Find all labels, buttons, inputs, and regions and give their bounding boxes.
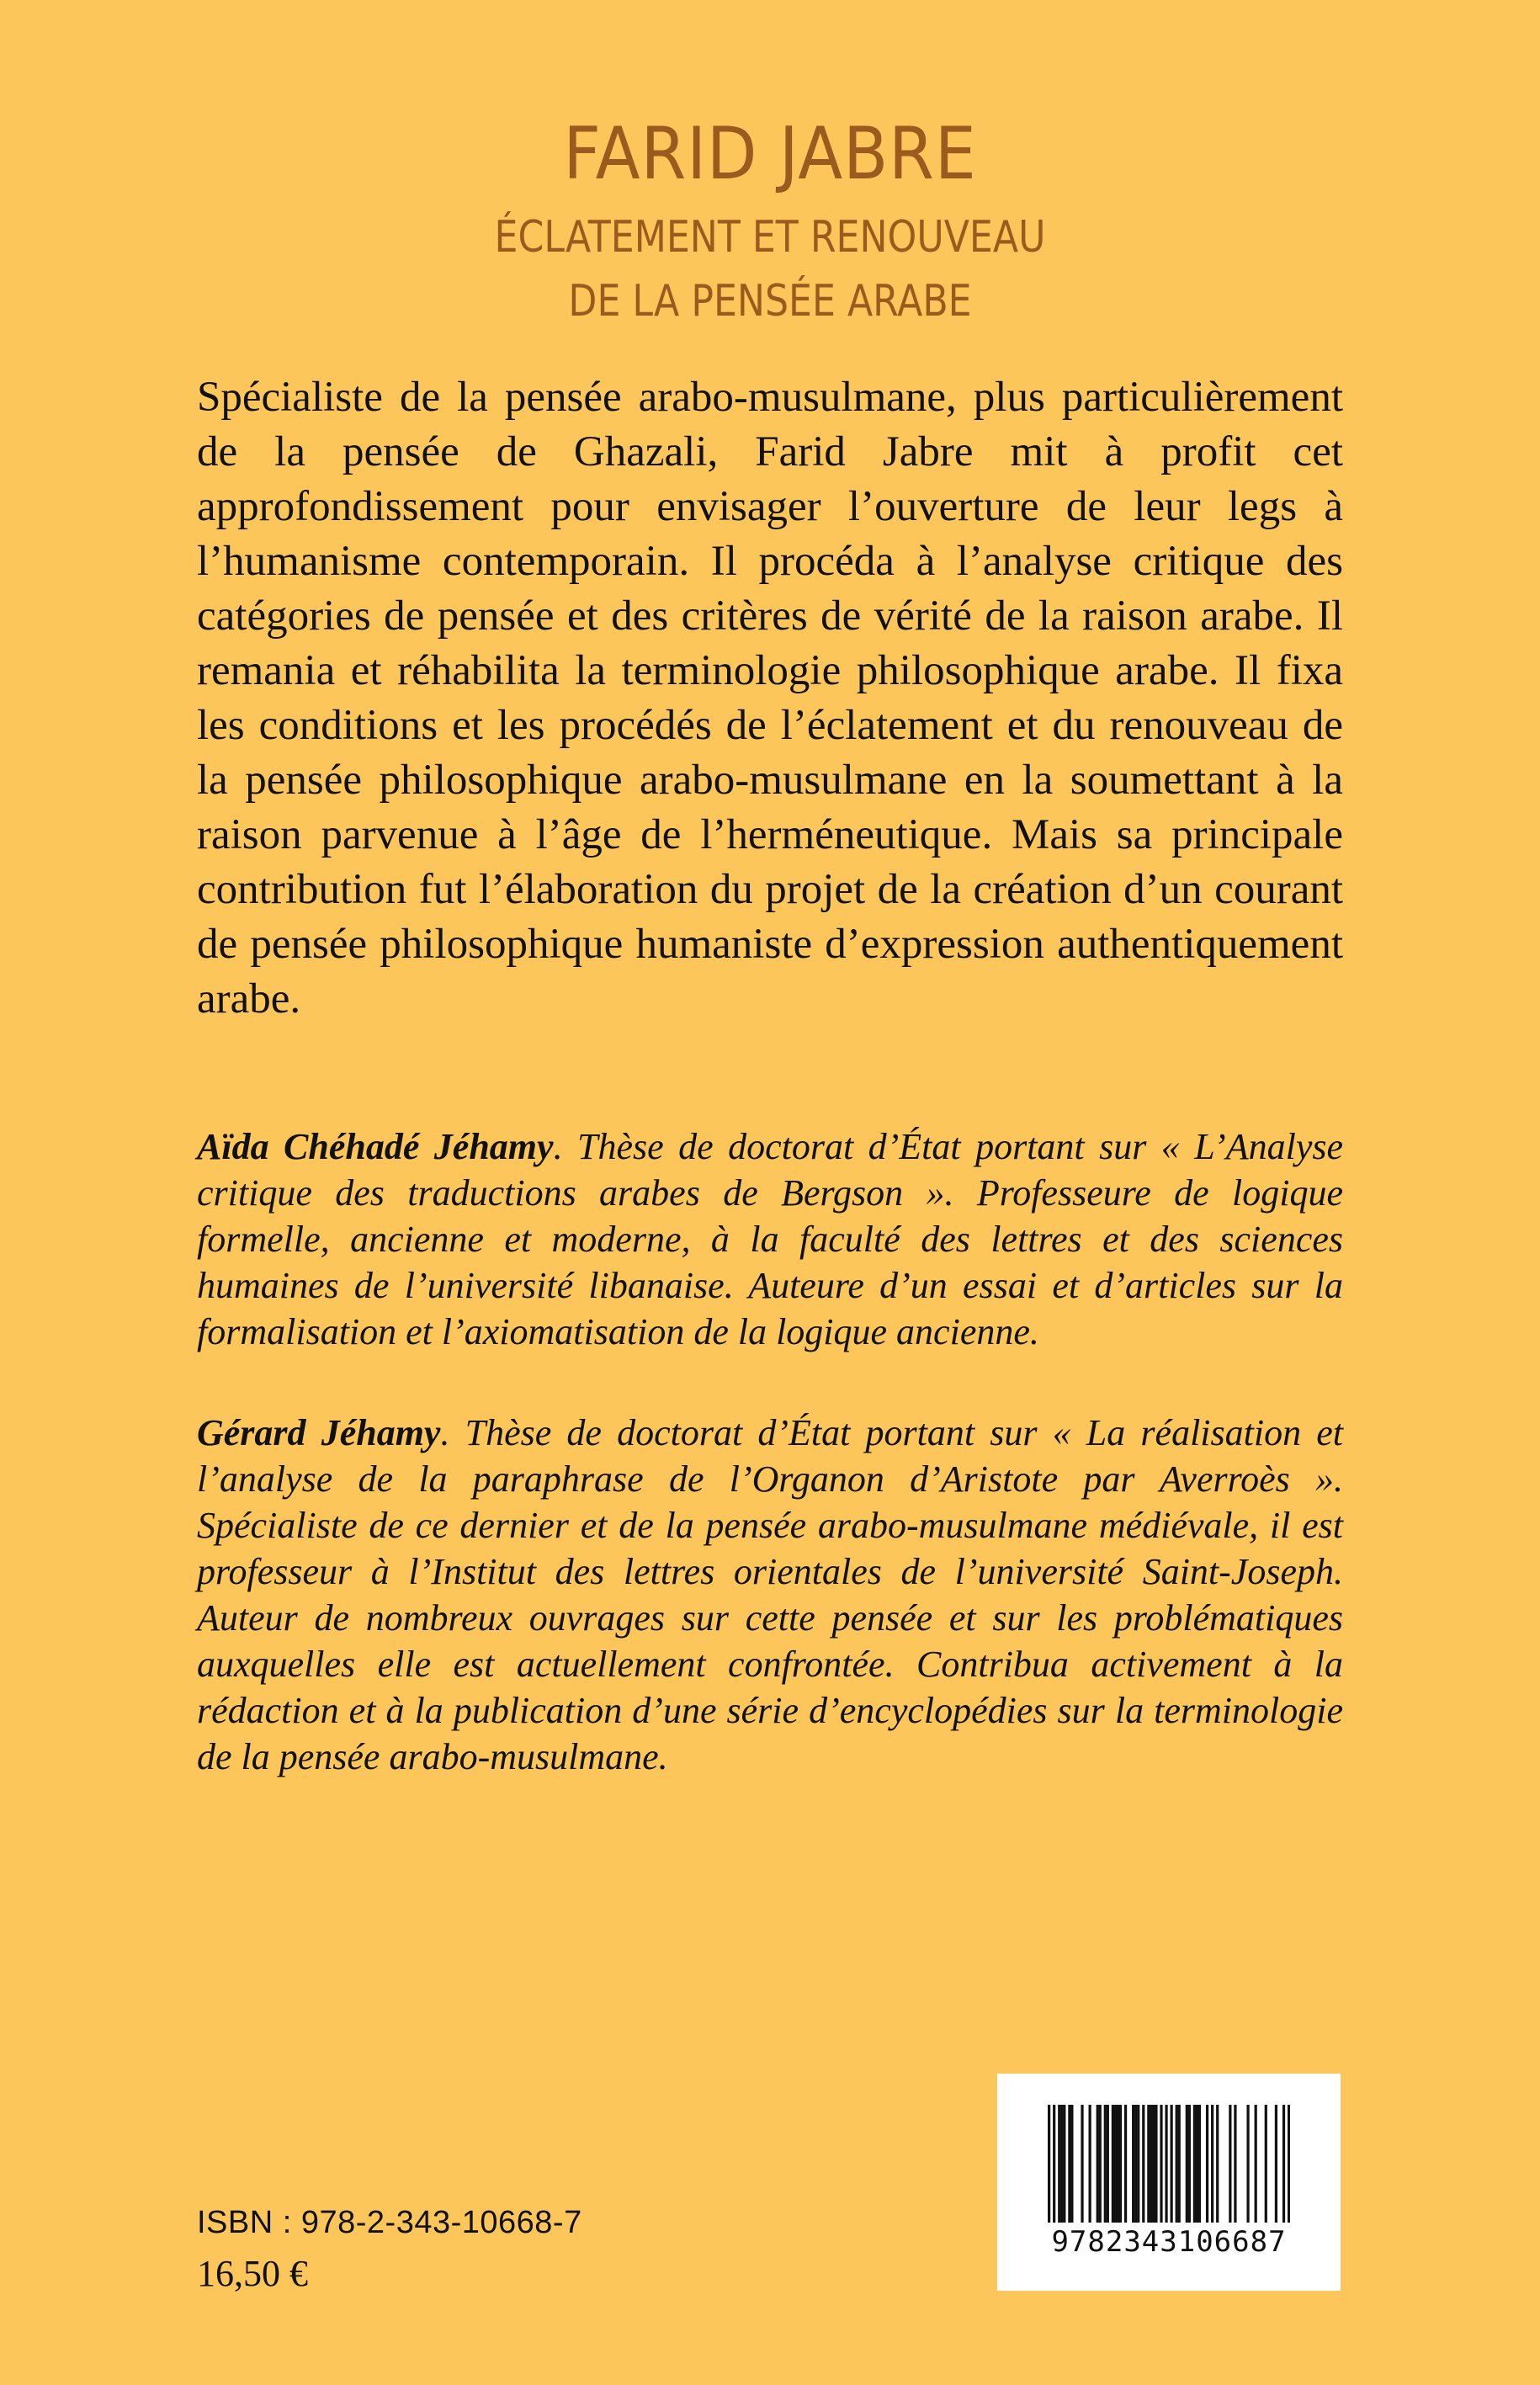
barcode-bar — [1150, 2105, 1152, 2223]
barcode-bar — [1288, 2105, 1290, 2223]
barcode-bar — [1112, 2105, 1114, 2223]
barcode-bar — [1070, 2105, 1073, 2223]
barcode-bar — [1060, 2105, 1063, 2223]
barcode-bar — [1165, 2105, 1167, 2223]
barcode-bar — [1053, 2105, 1055, 2223]
barcode-bar — [1099, 2105, 1102, 2223]
barcode-bar — [1216, 2105, 1219, 2223]
barcode-bar — [1176, 2105, 1178, 2223]
barcode-bar — [1193, 2105, 1196, 2223]
barcode-bar — [1058, 2105, 1060, 2223]
barcode-bar — [1246, 2105, 1249, 2223]
barcode-bar — [1160, 2105, 1162, 2223]
barcode-bar — [1134, 2105, 1137, 2223]
subtitle-line-2: DE LA PENSÉE ARABE — [568, 276, 972, 327]
price: 16,50 € — [197, 2253, 308, 2294]
barcode-bar — [1206, 2105, 1208, 2223]
barcode-bar — [1063, 2105, 1065, 2223]
author-bio-1 — [197, 1123, 1343, 1355]
barcode-bar — [1089, 2105, 1091, 2223]
barcode — [997, 2074, 1341, 2291]
barcode-bar — [1198, 2105, 1201, 2223]
book-subtitle — [115, 205, 1425, 333]
barcode-bar — [1048, 2105, 1050, 2223]
barcode-bar — [1265, 2105, 1267, 2223]
barcode-bar — [1147, 2105, 1150, 2223]
book-description: Spécialiste de la pensée arabo-musulmane, plus particulièrement de la pensée de Ghazali, Farid Jabre mit à profit cet approfondissement pour envisager l’ouverture de leur legs à l’humanisme contemporain. Il procéda à l’analyse critique des catégories de pensée et des critères de vérité de la raison arabe. Il remania et réhabilita la terminologie philosophique arabe. Il fixa les conditions et les procédés de l’éclatement et du renouveau de la pensée philosophique arabo-musulmane en la soumettant à la raison parvenue à l’âge de l’herméneutique. Mais sa principale contribution fut l’élaboration du projet de la création d’un courant de pensée philosophique humaniste d’expression authentiquement arabe. — [197, 374, 1343, 1023]
barcode-bar — [1152, 2105, 1155, 2223]
barcode-bar — [1068, 2105, 1070, 2223]
bio-2-text: . Thèse de doctorat d’État portant sur « La réalisation et l’analyse de la paraphrase de l’Organon d’Aristote par Averroès ». Spécialiste de ce dernier et de la pensée arabo-musulmane médiévale, il est professeur à l’Institut des lettres orientales de l’université Saint-Joseph. Auteur de nombreux ouvrages sur cette pensée et sur les problématiques auxquelles elle est actuellement confrontée. Contribua activement à la rédaction et à la publication d’une série d’encyclopédies sur la terminologie de la pensée arabo-musulmane. — [197, 1412, 1343, 1777]
isbn: ISBN : 978-2-343-10668-7 — [197, 2205, 582, 2240]
barcode-bar — [1104, 2105, 1107, 2223]
barcode-bar — [1171, 2105, 1173, 2223]
title-block — [0, 112, 1540, 333]
barcode-bar — [1196, 2105, 1198, 2223]
bio-1-text: . Thèse de doctorat d’État portant sur « L’Analyse critique des traductions arabes de Bergson ». Professeure de logique formelle, ancienne et moderne, à la faculté des lettres et des sciences humaines de l’université libanaise. Auteure d’un essai et d’articles sur la formalisation et l’axiomatisation de la logique ancienne. — [197, 1126, 1343, 1352]
barcode-bar — [1097, 2105, 1099, 2223]
barcode-bar — [1114, 2105, 1117, 2223]
barcode-bar — [1282, 2105, 1285, 2223]
barcode-bars — [1048, 2105, 1290, 2223]
barcode-bar — [1275, 2105, 1277, 2223]
barcode-bar — [1229, 2105, 1231, 2223]
barcode-bar — [1211, 2105, 1213, 2223]
barcode-number: 9782343106687 — [1051, 2225, 1287, 2259]
barcode-bar — [1081, 2105, 1083, 2223]
author-title: FARID JABRE — [563, 112, 977, 196]
author-bio-2 — [197, 1410, 1343, 1780]
barcode-bar — [1119, 2105, 1122, 2223]
barcode-bar — [1137, 2105, 1139, 2223]
subtitle-line-1: ÉCLATEMENT ET RENOUVEAU — [494, 212, 1046, 263]
barcode-bar — [1155, 2105, 1157, 2223]
barcode-bar — [1178, 2105, 1181, 2223]
barcode-bar — [1124, 2105, 1127, 2223]
barcode-bar — [1186, 2105, 1188, 2223]
barcode-bar — [1117, 2105, 1119, 2223]
barcode-bar — [1255, 2105, 1257, 2223]
bio-1-name: Aïda Chéhadé Jéhamy — [197, 1126, 554, 1167]
barcode-bar — [1132, 2105, 1134, 2223]
barcode-bar — [1107, 2105, 1109, 2223]
barcode-bar — [1142, 2105, 1144, 2223]
barcode-bar — [1234, 2105, 1236, 2223]
bio-2-name: Gérard Jéhamy — [197, 1412, 441, 1453]
barcode-bar — [1188, 2105, 1191, 2223]
